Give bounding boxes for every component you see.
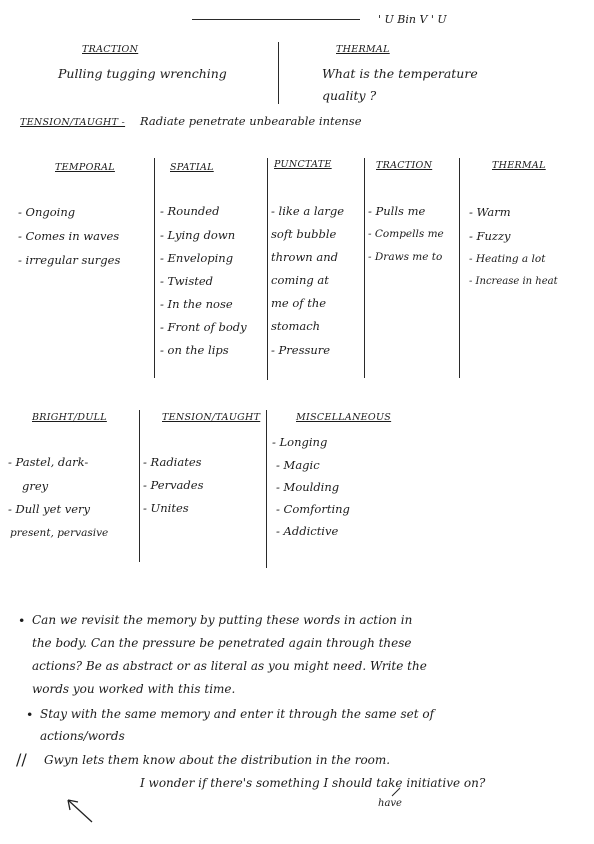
traction-heading: TRACTION (82, 44, 139, 55)
note-bullet-marker: • (18, 613, 26, 628)
punctate-item: me of the (271, 296, 327, 310)
miscellaneous-item: - Magic (276, 458, 320, 472)
tension-row-text: Radiate penetrate unbearable intense (140, 114, 362, 128)
note-slash-line2: I wonder if there's something I should take initiative on? (140, 776, 486, 790)
spatial-item: - In the nose (160, 297, 233, 311)
traction-item: - Compells me (368, 228, 444, 240)
note-bullet-marker: • (26, 707, 34, 722)
bright-dull-item: grey (22, 479, 49, 493)
note-insertion: have (378, 798, 402, 809)
miscellaneous-item: - Comforting (276, 502, 350, 516)
tension-taught-item: - Unites (143, 501, 189, 515)
temporal-item: - Ongoing (18, 205, 76, 219)
bright-dull-item: - Pastel, dark- (8, 455, 89, 469)
punctate-item: coming at (271, 273, 329, 287)
note-bullet2-line: actions/words (40, 729, 125, 743)
thermal-item: - Fuzzy (469, 229, 511, 243)
temporal-item: - irregular surges (18, 253, 121, 267)
thermal-item: - Heating a lot (469, 253, 546, 265)
miscellaneous-item: - Addictive (276, 524, 339, 538)
thermal-question-line2: quality ? (322, 88, 377, 103)
punctate-item: - like a large (271, 204, 345, 218)
note-bullet1-line: the body. Can the pressure be penetrated again through these (32, 636, 412, 650)
spatial-item: - Rounded (160, 204, 220, 218)
traction-text: Pulling tugging wrenching (58, 66, 227, 81)
arrow-mark (68, 800, 92, 822)
col-heading-miscellaneous: MISCELLANEOUS (296, 412, 392, 423)
thermal-item: - Warm (469, 205, 511, 219)
note-bullet1-line: actions? Be as abstract or as literal as you might need. Write the (32, 659, 427, 673)
thermal-item: - Increase in heat (469, 276, 558, 287)
col-heading-bright-dull: BRIGHT/DULL (32, 412, 107, 423)
col-heading-punctate: PUNCTATE (274, 159, 332, 170)
note-bullet1-line: Can we revisit the memory by putting these words in action in (32, 613, 413, 627)
spatial-item: - Lying down (160, 228, 236, 242)
insertion-caret-mark (392, 788, 400, 796)
spatial-item: - Front of body (160, 320, 247, 334)
punctate-item: soft bubble (271, 227, 337, 241)
header-corner-note: ' U Bin V ' U (378, 13, 447, 26)
col-heading-tension-taught: TENSION/TAUGHT (162, 412, 261, 423)
spatial-item: - Twisted (160, 274, 214, 288)
miscellaneous-item: - Longing (272, 435, 328, 449)
tension-taught-item: - Radiates (143, 455, 202, 469)
col-heading-thermal: THERMAL (492, 160, 546, 171)
miscellaneous-item: - Moulding (276, 480, 340, 494)
punctate-item: thrown and (271, 250, 338, 264)
note-bullet2-line: Stay with the same memory and enter it through the same set of (40, 707, 435, 721)
thermal-heading: THERMAL (336, 44, 390, 55)
note-bullet1-line: words you worked with this time. (32, 682, 236, 696)
temporal-item: - Comes in waves (18, 229, 120, 243)
traction-item: - Pulls me (368, 204, 426, 218)
bright-dull-item: - Dull yet very (8, 502, 91, 516)
punctate-item: - Pressure (271, 343, 331, 357)
col-heading-traction: TRACTION (376, 160, 433, 171)
col-heading-temporal: TEMPORAL (55, 162, 115, 173)
tension-row-label: TENSION/TAUGHT - (20, 117, 126, 128)
punctate-item: stomach (271, 319, 321, 333)
note-slash-marker: // (16, 750, 27, 769)
spatial-item: - Enveloping (160, 251, 234, 265)
note-slash-line1: Gwyn lets them know about the distribution in the room. (44, 753, 391, 767)
spatial-item: - on the lips (160, 343, 229, 357)
traction-item: - Draws me to (368, 251, 443, 263)
bright-dull-item: present, pervasive (10, 527, 109, 539)
thermal-question-line1: What is the temperature (322, 66, 478, 81)
tension-taught-item: - Pervades (143, 478, 204, 492)
col-heading-spatial: SPATIAL (170, 162, 214, 173)
